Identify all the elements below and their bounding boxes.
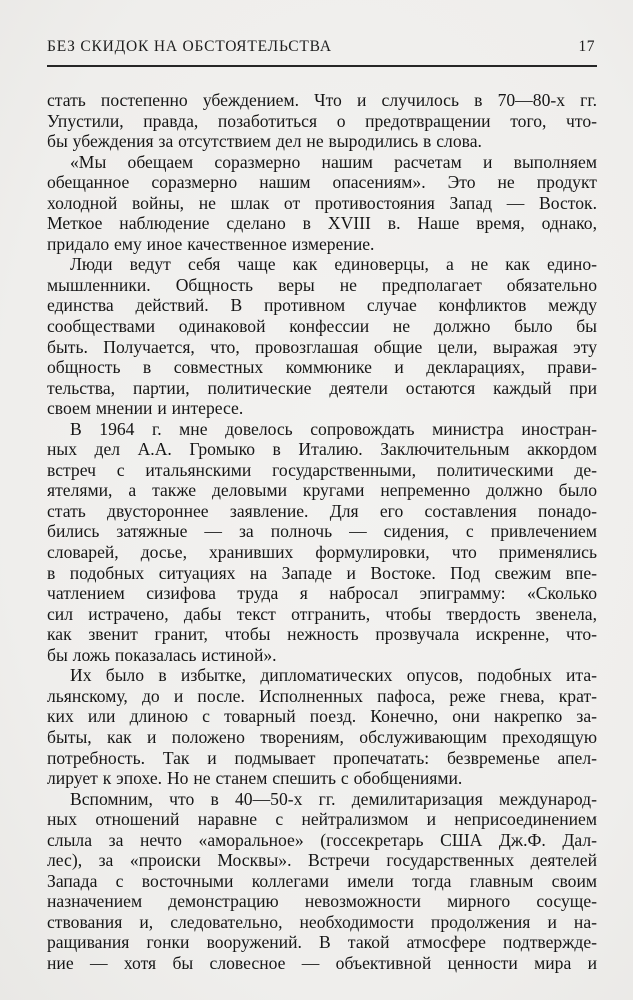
text-line: в подобных ситуациях на Западе и Востоке. Под свежим впе- [47,562,597,583]
text-line: своем мнении и интересе. [47,398,244,419]
text-line: придало ему иное качественное измерение. [47,233,375,254]
paragraph [47,419,597,666]
text-line: сообществами одинаковой конфессии не должно было бы [47,316,597,337]
text-line: стать постепенно убеждением. Что и случилось в 70—80-х гг. [47,90,597,110]
text-line: ких или длиною с товарный поезд. Конечно, они накрепко за- [47,706,597,727]
text-line: единства действий. В противном случае конфликтов между [47,295,597,316]
text-line: ращивания гонки вооружений. В такой атмосфере подтвержде- [47,932,597,953]
text-block [47,90,597,974]
paragraph [47,90,597,152]
text-line: потребность. Так и подмывает пропечатать: безвременье апел- [47,747,597,768]
text-line: сил истрачено, дабы текст отгранить, чтобы твердость звенела, [47,603,597,624]
text-line: лирует к эпохе. Но не станем спешить с обобщениями. [47,768,463,789]
text-line: Их было в избытке, дипломатических опусов, подобных ита- [70,665,597,686]
text-line: быть. Получается, что, провозглашая общие цели, выражая эту [47,336,597,357]
text-line: бы убеждения за отсутствием дел не выродились в слова. [47,131,482,152]
text-line: мышленники. Общность веры не предполагает обязательно [47,274,597,295]
paragraph [47,254,597,418]
running-head [47,38,597,67]
text-line: ствования и, следовательно, необходимости продолжения и на- [47,911,597,932]
text-line: бились затяжные — за полночь — сидения, с привлечением [47,521,597,542]
text-line: Вспомним, что в 40—50-х гг. демилитаризация международ- [70,788,597,809]
text-line: льянскому, до и после. Исполненных пафоса, реже гнева, крат- [47,685,597,706]
text-line: «Мы обещаем соразмерно нашим расчетам и выполняем [70,151,597,172]
text-line: тельства, партии, политические деятели остаются каждый при [47,377,597,398]
text-line: Упустили, правда, позаботиться о предотвращении того, что- [47,110,597,131]
text-line: ние — хотя бы словесное — объективной ценности мира и [47,952,597,973]
text-line: быты, как и положено творениям, обслуживающим преходящую [47,726,597,747]
text-line: В 1964 г. мне довелось сопровождать министра иностран- [70,418,597,439]
text-line: ных отношений наравне с нейтрализмом и неприсоединением [47,809,597,830]
text-line: как звенит гранит, чтобы нежность прозвучала искренне, что- [47,624,597,645]
text-line: лес), за «происки Москвы». Встречи государственных деятелей [47,850,597,871]
text-line: словарей, досье, хранивших формулировки, что применялись [47,542,597,563]
text-line: чатлением сизифова труда я набросал эпиграмму: «Сколько [47,583,597,604]
paragraph [47,152,597,255]
text-line: встреч с итальянскими государственными, политическими де- [47,459,597,480]
text-line: слыла за нечто «аморальное» (госсекретарь США Дж.Ф. Дал- [47,829,597,850]
text-line: ных дел А.А. Громыко в Италию. Заключительным аккордом [47,439,597,460]
text-line: Запада с восточными коллегами имели тогда главным своим [47,870,597,891]
text-line: холодной войны, не шлак от противостояния Запад — Восток. [47,192,597,213]
text-line: назначением демонстрацию невозможности мирного сосуще- [47,891,597,912]
text-line: бы ложь показалась истиной». [47,644,277,665]
text-line: ятелями, а также деловыми кругами непременно должно было [47,480,597,501]
paragraph [47,789,597,974]
chapter-title: БЕЗ СКИДОК НА ОБСТОЯТЕЛЬСТВА [47,38,332,55]
page-number: 17 [578,38,595,55]
text-line: Люди ведут себя чаще как единоверцы, а не как едино- [70,254,597,275]
text-line: стать двустороннее заявление. Для его составления понадо- [47,500,597,521]
text-line: обещанное соразмерно нашим опасениям». Это не продукт [47,172,597,193]
text-line: Меткое наблюдение сделано в XVIII в. Наше время, однако, [47,213,597,234]
paragraph [47,665,597,788]
text-line: общность в совместных коммюнике и декларациях, прави- [47,357,597,378]
